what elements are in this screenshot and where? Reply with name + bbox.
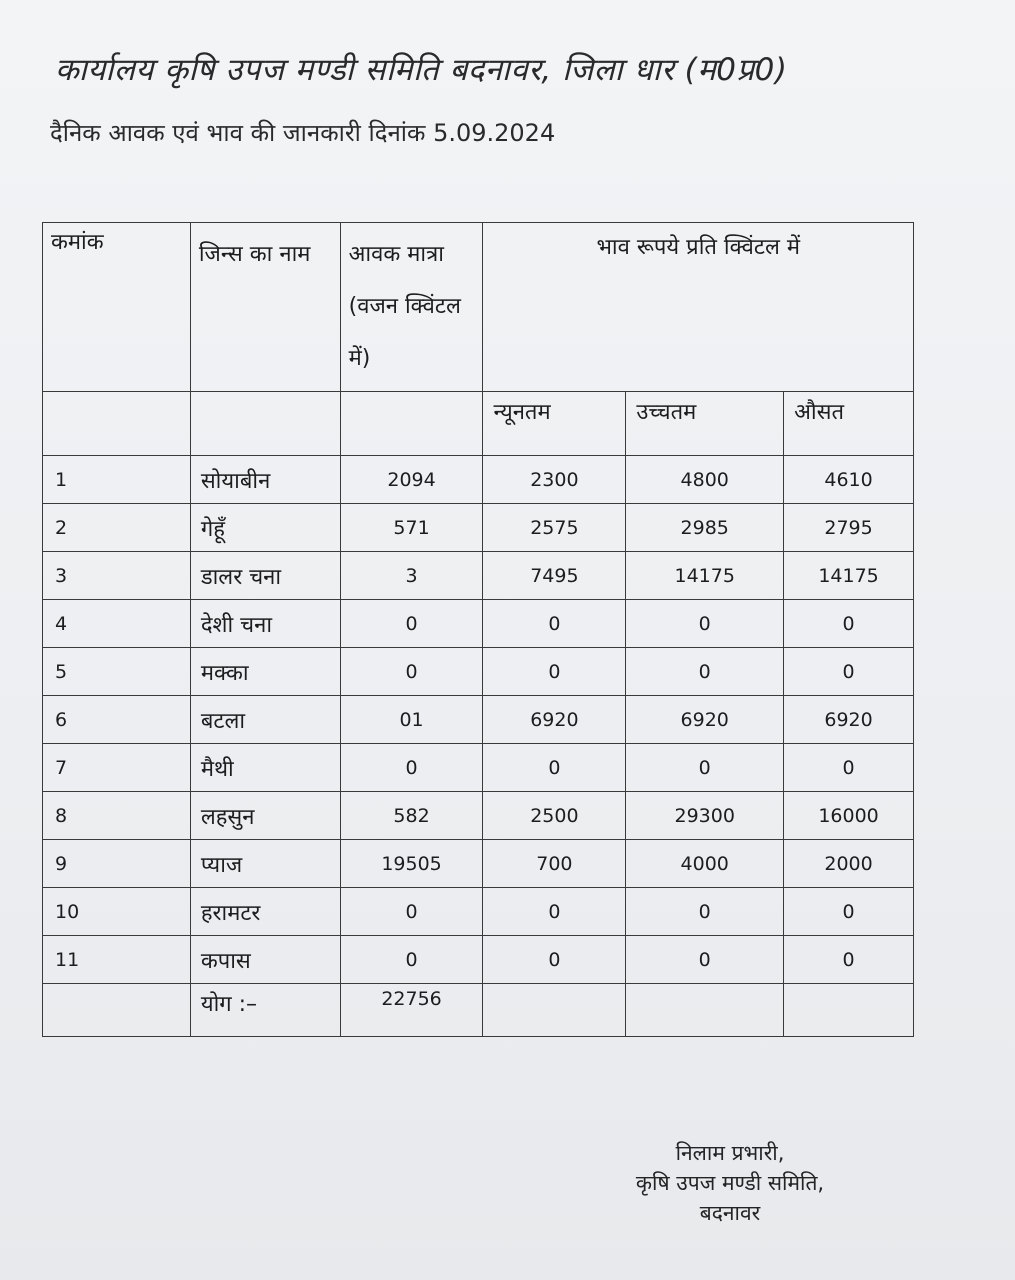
row-qty: 582 (340, 792, 483, 840)
row-commodity: डालर चना (190, 552, 340, 600)
row-serial: 7 (43, 744, 191, 792)
row-serial: 9 (43, 840, 191, 888)
row-serial: 3 (43, 552, 191, 600)
row-min: 0 (483, 744, 626, 792)
table-row (43, 600, 914, 648)
signature-line-2: कृषि उपज मण्डी समिति, (635, 1171, 825, 1195)
row-serial: 2 (43, 504, 191, 552)
header-price-group: भाव रूपये प्रति क्विंटल में (483, 223, 914, 392)
row-max: 29300 (626, 792, 784, 840)
total-empty (43, 984, 191, 1037)
table-row (43, 840, 914, 888)
row-qty: 19505 (340, 840, 483, 888)
row-avg: 14175 (784, 552, 914, 600)
subheader-empty (340, 392, 483, 456)
row-avg: 0 (784, 888, 914, 936)
row-qty: 0 (340, 600, 483, 648)
document-title: कार्यालय कृषि उपज मण्डी समिति बदनावर, जिला धार (म0प्र0) (55, 52, 788, 88)
header-serial: कमांक (43, 223, 191, 392)
table-row (43, 552, 914, 600)
row-commodity: हरामटर (190, 888, 340, 936)
row-commodity: लहसुन (190, 792, 340, 840)
header-max-price: उच्चतम (626, 392, 784, 456)
row-min: 0 (483, 648, 626, 696)
row-max: 0 (626, 648, 784, 696)
row-qty: 0 (340, 888, 483, 936)
row-commodity: मक्का (190, 648, 340, 696)
row-max: 0 (626, 744, 784, 792)
row-max: 0 (626, 936, 784, 984)
row-commodity: मैथी (190, 744, 340, 792)
total-empty (784, 984, 914, 1037)
row-avg: 2795 (784, 504, 914, 552)
row-min: 700 (483, 840, 626, 888)
table-row (43, 696, 914, 744)
total-label: योग :– (190, 984, 340, 1037)
table-row (43, 888, 914, 936)
document-subtitle: दैनिक आवक एवं भाव की जानकारी दिनांक 5.09.2024 (50, 119, 556, 147)
header-min-price: न्यूनतम (483, 392, 626, 456)
table-subheader-row (43, 392, 914, 456)
row-commodity: कपास (190, 936, 340, 984)
row-qty: 571 (340, 504, 483, 552)
row-commodity: बटला (190, 696, 340, 744)
total-empty (626, 984, 784, 1037)
signature-block (600, 1138, 860, 1228)
table-total-row (43, 984, 914, 1037)
row-serial: 6 (43, 696, 191, 744)
row-min: 0 (483, 888, 626, 936)
row-max: 4800 (626, 456, 784, 504)
row-qty: 0 (340, 936, 483, 984)
row-min: 0 (483, 936, 626, 984)
table-row (43, 504, 914, 552)
row-avg: 16000 (784, 792, 914, 840)
row-qty: 0 (340, 744, 483, 792)
row-max: 14175 (626, 552, 784, 600)
row-qty: 01 (340, 696, 483, 744)
row-max: 0 (626, 600, 784, 648)
row-min: 7495 (483, 552, 626, 600)
total-empty (483, 984, 626, 1037)
header-commodity-name: जिन्स का नाम (190, 223, 340, 392)
row-avg: 0 (784, 600, 914, 648)
row-max: 2985 (626, 504, 784, 552)
row-avg: 4610 (784, 456, 914, 504)
row-avg: 0 (784, 744, 914, 792)
row-min: 2500 (483, 792, 626, 840)
row-serial: 8 (43, 792, 191, 840)
table-header-row (43, 223, 914, 392)
table-row (43, 792, 914, 840)
row-max: 0 (626, 888, 784, 936)
row-commodity: गेहूँ (190, 504, 340, 552)
row-avg: 0 (784, 648, 914, 696)
table-row (43, 648, 914, 696)
row-commodity: प्याज (190, 840, 340, 888)
row-commodity: देशी चना (190, 600, 340, 648)
row-serial: 11 (43, 936, 191, 984)
table-row (43, 744, 914, 792)
signature-line-1: निलाम प्रभारी, (675, 1141, 785, 1165)
row-min: 2575 (483, 504, 626, 552)
row-qty: 2094 (340, 456, 483, 504)
row-commodity: सोयाबीन (190, 456, 340, 504)
row-avg: 6920 (784, 696, 914, 744)
table-row (43, 456, 914, 504)
header-arrival-qty: आवक मात्रा (वजन क्विंटल में) (340, 223, 483, 392)
row-min: 0 (483, 600, 626, 648)
row-max: 6920 (626, 696, 784, 744)
row-serial: 1 (43, 456, 191, 504)
row-avg: 0 (784, 936, 914, 984)
row-max: 4000 (626, 840, 784, 888)
row-qty: 3 (340, 552, 483, 600)
row-serial: 5 (43, 648, 191, 696)
row-min: 6920 (483, 696, 626, 744)
subheader-empty (43, 392, 191, 456)
row-serial: 10 (43, 888, 191, 936)
arrival-price-table (42, 222, 914, 1037)
total-qty: 22756 (340, 984, 483, 1037)
table-row (43, 936, 914, 984)
header-avg-price: औसत (784, 392, 914, 456)
subheader-empty (190, 392, 340, 456)
row-qty: 0 (340, 648, 483, 696)
row-min: 2300 (483, 456, 626, 504)
row-avg: 2000 (784, 840, 914, 888)
row-serial: 4 (43, 600, 191, 648)
signature-line-3: बदनावर (699, 1201, 761, 1225)
